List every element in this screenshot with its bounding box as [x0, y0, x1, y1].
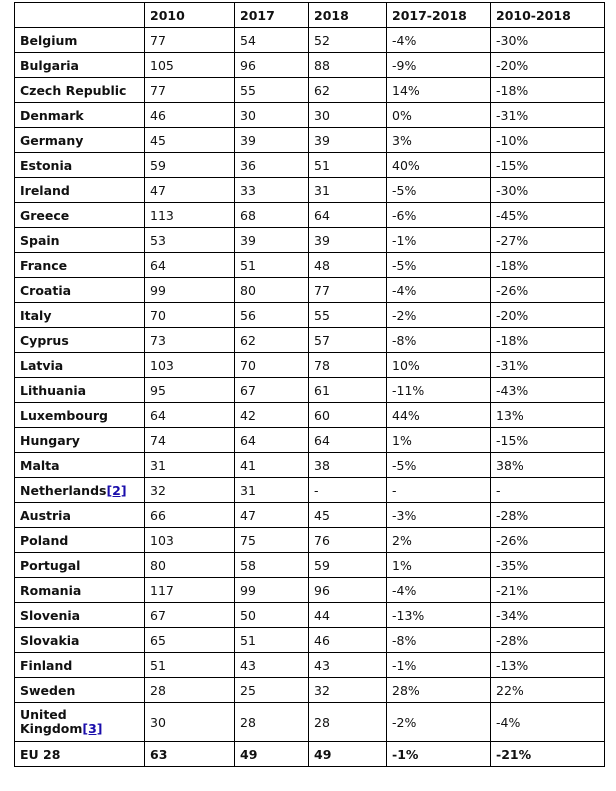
change-2010-2018-cell: -27% [491, 228, 605, 253]
value-2010-cell: 103 [145, 528, 235, 553]
change-2010-2018-cell: -26% [491, 278, 605, 303]
country-cell [15, 178, 145, 203]
country-name: United Kingdom [20, 707, 83, 736]
value-2018-cell: 77 [309, 278, 387, 303]
table-row [15, 428, 605, 453]
value-2010-cell: 64 [145, 253, 235, 278]
country-cell [15, 353, 145, 378]
value-2017-cell: 30 [235, 103, 309, 128]
value-2017-cell: 68 [235, 203, 309, 228]
country-name: Spain [20, 232, 60, 248]
change-2010-2018-cell: - [491, 478, 605, 503]
value-2010-cell: 65 [145, 628, 235, 653]
value-2018-cell: 31 [309, 178, 387, 203]
change-2017-2018-cell: 1% [387, 553, 491, 578]
header-change-2017-2018: 2017-2018 [387, 3, 491, 28]
country-name: Poland [20, 532, 69, 548]
value-2018-cell: 45 [309, 503, 387, 528]
value-2017-cell: 96 [235, 53, 309, 78]
change-2017-2018-cell: -5% [387, 253, 491, 278]
value-2018-cell: 51 [309, 153, 387, 178]
value-2010-cell: 32 [145, 478, 235, 503]
country-name: Estonia [20, 157, 73, 173]
value-2017-cell: 51 [235, 628, 309, 653]
change-2010-2018-cell: -4% [491, 703, 605, 742]
change-2010-2018-cell: -34% [491, 603, 605, 628]
value-2010-cell: 117 [145, 578, 235, 603]
country-name: Latvia [20, 357, 64, 373]
change-2010-2018-cell: 13% [491, 403, 605, 428]
footnote-link[interactable]: [3] [82, 721, 103, 736]
country-cell [15, 453, 145, 478]
value-2018-cell: 46 [309, 628, 387, 653]
value-2010-cell: 113 [145, 203, 235, 228]
value-2018-cell: 38 [309, 453, 387, 478]
country-cell [15, 78, 145, 103]
change-2010-2018-cell: -20% [491, 53, 605, 78]
value-2018-cell: 64 [309, 203, 387, 228]
country-name: Croatia [20, 282, 72, 298]
value-2017-cell: 47 [235, 503, 309, 528]
change-2017-2018-cell: -5% [387, 178, 491, 203]
table-row [15, 53, 605, 78]
country-cell [15, 103, 145, 128]
value-2017-cell: 99 [235, 578, 309, 603]
value-2010-cell: 73 [145, 328, 235, 353]
value-2018-cell: 39 [309, 128, 387, 153]
table-row [15, 178, 605, 203]
change-2010-2018-cell: -30% [491, 178, 605, 203]
change-2010-2018-cell: -20% [491, 303, 605, 328]
value-2018-cell: 48 [309, 253, 387, 278]
value-2017-cell: 70 [235, 353, 309, 378]
value-2018-cell: 60 [309, 403, 387, 428]
table-row [15, 328, 605, 353]
value-2010-cell: 64 [145, 403, 235, 428]
change-2010-2018-cell: 22% [491, 678, 605, 703]
country-cell [15, 228, 145, 253]
country-cell [15, 578, 145, 603]
change-2017-2018-cell: 40% [387, 153, 491, 178]
change-2017-2018-cell: 0% [387, 103, 491, 128]
total-change-2010-2018-cell: -21% [491, 742, 605, 767]
value-2018-cell: 39 [309, 228, 387, 253]
value-2018-cell: 57 [309, 328, 387, 353]
country-cell [15, 678, 145, 703]
value-2017-cell: 31 [235, 478, 309, 503]
value-2017-cell: 64 [235, 428, 309, 453]
table-row [15, 478, 605, 503]
change-2010-2018-cell: -21% [491, 578, 605, 603]
country-name: Ireland [20, 182, 70, 198]
value-2018-cell: 30 [309, 103, 387, 128]
country-name: Slovakia [20, 632, 80, 648]
value-2010-cell: 47 [145, 178, 235, 203]
change-2017-2018-cell: -9% [387, 53, 491, 78]
header-change-2010-2018: 2010-2018 [491, 3, 605, 28]
table-body [15, 28, 605, 767]
table-row [15, 578, 605, 603]
table-row [15, 153, 605, 178]
country-name: Netherlands [20, 482, 107, 498]
value-2018-cell: 61 [309, 378, 387, 403]
value-2017-cell: 58 [235, 553, 309, 578]
table-row [15, 278, 605, 303]
value-2018-cell: 43 [309, 653, 387, 678]
change-2017-2018-cell: 2% [387, 528, 491, 553]
change-2017-2018-cell: -13% [387, 603, 491, 628]
country-cell [15, 703, 145, 742]
value-2018-cell: 88 [309, 53, 387, 78]
change-2010-2018-cell: -15% [491, 428, 605, 453]
total-value-2018-cell: 49 [309, 742, 387, 767]
table-row [15, 553, 605, 578]
table-row [15, 78, 605, 103]
value-2017-cell: 36 [235, 153, 309, 178]
value-2010-cell: 70 [145, 303, 235, 328]
value-2018-cell: 28 [309, 703, 387, 742]
country-name: Lithuania [20, 382, 87, 398]
country-cell [15, 303, 145, 328]
value-2010-cell: 53 [145, 228, 235, 253]
value-2010-cell: 105 [145, 53, 235, 78]
value-2017-cell: 51 [235, 253, 309, 278]
change-2017-2018-cell: 1% [387, 428, 491, 453]
change-2017-2018-cell: - [387, 478, 491, 503]
country-name: Greece [20, 207, 70, 223]
value-2010-cell: 30 [145, 703, 235, 742]
value-2018-cell: 64 [309, 428, 387, 453]
value-2017-cell: 54 [235, 28, 309, 53]
value-2018-cell: 55 [309, 303, 387, 328]
change-2017-2018-cell: 14% [387, 78, 491, 103]
country-cell [15, 653, 145, 678]
value-2017-cell: 50 [235, 603, 309, 628]
table-row [15, 128, 605, 153]
country-name: Belgium [20, 32, 78, 48]
change-2010-2018-cell: -10% [491, 128, 605, 153]
change-2017-2018-cell: -1% [387, 653, 491, 678]
change-2017-2018-cell: -4% [387, 278, 491, 303]
value-2010-cell: 45 [145, 128, 235, 153]
change-2017-2018-cell: -4% [387, 28, 491, 53]
change-2010-2018-cell: 38% [491, 453, 605, 478]
table-row [15, 378, 605, 403]
country-cell [15, 28, 145, 53]
value-2010-cell: 59 [145, 153, 235, 178]
table-row [15, 603, 605, 628]
header-country [15, 3, 145, 28]
country-name: Denmark [20, 107, 84, 123]
change-2017-2018-cell: -2% [387, 303, 491, 328]
table-row [15, 453, 605, 478]
change-2010-2018-cell: -31% [491, 103, 605, 128]
table-row [15, 353, 605, 378]
change-2017-2018-cell: -1% [387, 228, 491, 253]
country-name: Germany [20, 132, 84, 148]
value-2010-cell: 103 [145, 353, 235, 378]
change-2017-2018-cell: -2% [387, 703, 491, 742]
change-2010-2018-cell: -31% [491, 353, 605, 378]
country-cell [15, 153, 145, 178]
country-name: Bulgaria [20, 57, 79, 73]
country-cell [15, 628, 145, 653]
change-2017-2018-cell: -11% [387, 378, 491, 403]
change-2010-2018-cell: -28% [491, 628, 605, 653]
country-cell [15, 128, 145, 153]
value-2017-cell: 75 [235, 528, 309, 553]
change-2017-2018-cell: -8% [387, 328, 491, 353]
country-name: Malta [20, 457, 60, 473]
header-2018: 2018 [309, 3, 387, 28]
value-2010-cell: 31 [145, 453, 235, 478]
country-name: Sweden [20, 682, 76, 698]
total-label: EU 28 [15, 742, 145, 767]
header-2010: 2010 [145, 3, 235, 28]
value-2018-cell: - [309, 478, 387, 503]
value-2010-cell: 80 [145, 553, 235, 578]
table-row [15, 628, 605, 653]
value-2017-cell: 42 [235, 403, 309, 428]
table-row [15, 403, 605, 428]
value-2017-cell: 67 [235, 378, 309, 403]
change-2017-2018-cell: 10% [387, 353, 491, 378]
value-2017-cell: 25 [235, 678, 309, 703]
change-2010-2018-cell: -43% [491, 378, 605, 403]
change-2010-2018-cell: -26% [491, 528, 605, 553]
value-2018-cell: 78 [309, 353, 387, 378]
value-2018-cell: 52 [309, 28, 387, 53]
country-cell [15, 328, 145, 353]
change-2017-2018-cell: -4% [387, 578, 491, 603]
country-name: Italy [20, 307, 52, 323]
value-2018-cell: 76 [309, 528, 387, 553]
header-row [15, 3, 605, 28]
change-2010-2018-cell: -15% [491, 153, 605, 178]
change-2010-2018-cell: -18% [491, 328, 605, 353]
country-name: France [20, 257, 68, 273]
value-2017-cell: 80 [235, 278, 309, 303]
change-2010-2018-cell: -35% [491, 553, 605, 578]
country-cell [15, 203, 145, 228]
table-row [15, 28, 605, 53]
table-row [15, 653, 605, 678]
total-change-2017-2018-cell: -1% [387, 742, 491, 767]
country-cell [15, 53, 145, 78]
value-2018-cell: 32 [309, 678, 387, 703]
change-2017-2018-cell: 3% [387, 128, 491, 153]
change-2010-2018-cell: -18% [491, 253, 605, 278]
country-cell [15, 403, 145, 428]
value-2018-cell: 62 [309, 78, 387, 103]
change-2010-2018-cell: -30% [491, 28, 605, 53]
value-2017-cell: 33 [235, 178, 309, 203]
value-2017-cell: 28 [235, 703, 309, 742]
country-cell [15, 503, 145, 528]
change-2010-2018-cell: -13% [491, 653, 605, 678]
table-row [15, 103, 605, 128]
country-name: Romania [20, 582, 82, 598]
change-2017-2018-cell: -5% [387, 453, 491, 478]
country-cell [15, 603, 145, 628]
value-2010-cell: 67 [145, 603, 235, 628]
value-2018-cell: 59 [309, 553, 387, 578]
change-2017-2018-cell: -8% [387, 628, 491, 653]
total-value-2010-cell: 63 [145, 742, 235, 767]
footnote-link[interactable]: [2] [106, 482, 127, 498]
change-2010-2018-cell: -45% [491, 203, 605, 228]
country-cell [15, 528, 145, 553]
change-2017-2018-cell: 28% [387, 678, 491, 703]
value-2017-cell: 39 [235, 228, 309, 253]
value-2017-cell: 55 [235, 78, 309, 103]
country-name: Slovenia [20, 607, 81, 623]
value-2010-cell: 95 [145, 378, 235, 403]
table-row [15, 228, 605, 253]
change-2017-2018-cell: -3% [387, 503, 491, 528]
table-row [15, 203, 605, 228]
total-row [15, 742, 605, 767]
country-name: Portugal [20, 557, 81, 573]
change-2010-2018-cell: -18% [491, 78, 605, 103]
data-table-container [14, 2, 605, 767]
total-value-2017-cell: 49 [235, 742, 309, 767]
table-row [15, 528, 605, 553]
value-2010-cell: 51 [145, 653, 235, 678]
country-name: Hungary [20, 432, 80, 448]
value-2010-cell: 99 [145, 278, 235, 303]
change-2017-2018-cell: -6% [387, 203, 491, 228]
country-cell [15, 478, 145, 503]
header-2017: 2017 [235, 3, 309, 28]
country-name: Austria [20, 507, 71, 523]
country-name: Czech Republic [20, 82, 127, 98]
country-cell [15, 428, 145, 453]
road-fatalities-table [14, 2, 605, 767]
table-row [15, 503, 605, 528]
value-2010-cell: 74 [145, 428, 235, 453]
value-2017-cell: 39 [235, 128, 309, 153]
value-2010-cell: 46 [145, 103, 235, 128]
value-2010-cell: 28 [145, 678, 235, 703]
country-name: Cyprus [20, 332, 69, 348]
value-2010-cell: 77 [145, 78, 235, 103]
value-2018-cell: 96 [309, 578, 387, 603]
value-2010-cell: 77 [145, 28, 235, 53]
country-name: Finland [20, 657, 73, 673]
table-row [15, 678, 605, 703]
value-2017-cell: 43 [235, 653, 309, 678]
change-2010-2018-cell: -28% [491, 503, 605, 528]
value-2017-cell: 41 [235, 453, 309, 478]
country-cell [15, 553, 145, 578]
country-cell [15, 378, 145, 403]
table-row [15, 253, 605, 278]
table-row [15, 303, 605, 328]
country-cell [15, 278, 145, 303]
table-row [15, 703, 605, 742]
country-cell [15, 253, 145, 278]
value-2017-cell: 62 [235, 328, 309, 353]
country-name: Luxembourg [20, 407, 108, 423]
value-2018-cell: 44 [309, 603, 387, 628]
value-2017-cell: 56 [235, 303, 309, 328]
change-2017-2018-cell: 44% [387, 403, 491, 428]
value-2010-cell: 66 [145, 503, 235, 528]
